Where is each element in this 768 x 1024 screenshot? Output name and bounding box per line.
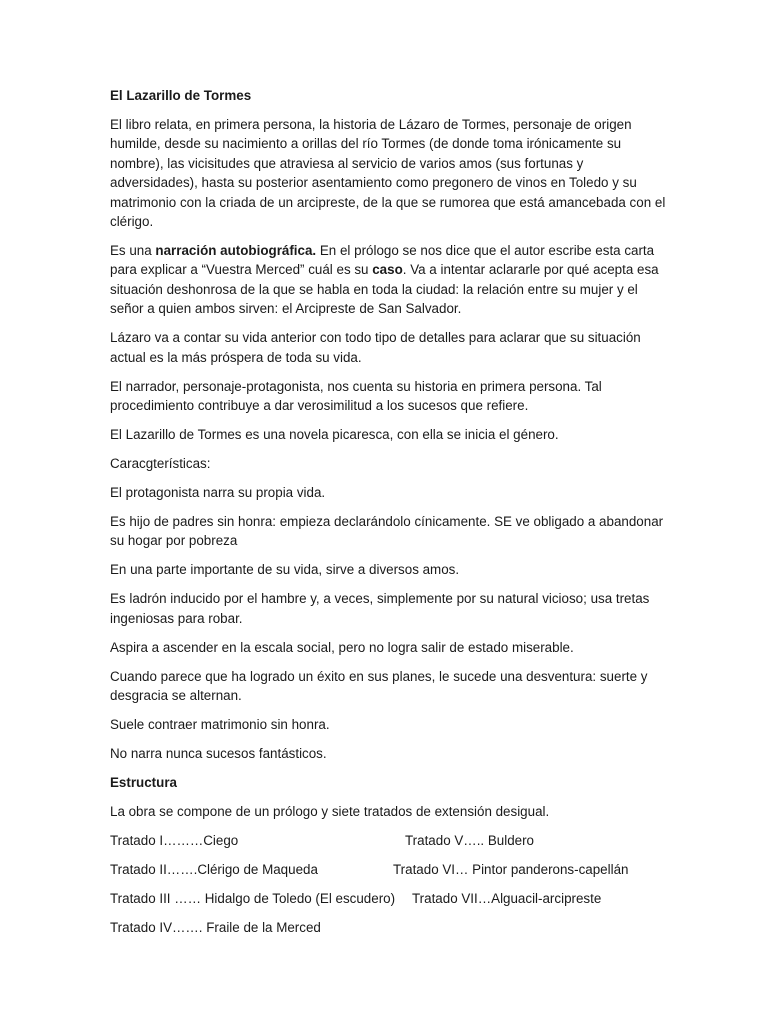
characteristic-item: Es hijo de padres sin honra: empieza declarándolo cínicamente. SE ve obligado a abandonar su hogar por pobreza bbox=[110, 514, 664, 549]
text-run: . Va a intentar aclararle por qué acepta esa situación deshonrosa de la que se habla en toda la ciudad: la relación entre su mujer y el señor a quien ambos sirven: el Arcipreste de San Salvador. bbox=[110, 262, 659, 317]
tratado-left: Tratado IV……. Fraile de la Merced bbox=[110, 920, 321, 936]
section-heading-estructura: Estructura bbox=[110, 775, 177, 791]
bold-term-narracion: narración autobiográfica. bbox=[155, 243, 317, 259]
document-title: El Lazarillo de Tormes bbox=[110, 88, 252, 103]
paragraph-characteristics-label: Caracgterísticas: bbox=[110, 456, 211, 472]
estructura-intro: La obra se compone de un prólogo y siete tratados de extensión desigual. bbox=[110, 804, 550, 820]
tratado-row bbox=[110, 831, 670, 850]
tratado-left: Tratado I………Ciego bbox=[110, 833, 239, 849]
paragraph-autobiographical bbox=[110, 241, 670, 319]
tratado-left: Tratado III …… Hidalgo de Toledo (El escudero) bbox=[110, 891, 396, 907]
characteristic-item: No narra nunca sucesos fantásticos. bbox=[110, 746, 327, 762]
tratado-right: Tratado V….. Buldero bbox=[405, 833, 535, 849]
tratado-row bbox=[110, 889, 670, 908]
characteristic-item: En una parte importante de su vida, sirve a diversos amos. bbox=[110, 562, 460, 578]
tratado-right: Tratado VII…Alguacil-arcipreste bbox=[412, 891, 602, 907]
paragraph-picaresque: El Lazarillo de Tormes es una novela picaresca, con ella se inicia el género. bbox=[110, 427, 559, 443]
paragraph-summary: El libro relata, en primera persona, la historia de Lázaro de Tormes, personaje de origen humilde, desde su nacimiento a orillas del río Tormes (de donde toma irónicamente su nombre), las vicisitudes que atraviesa al servicio de varios amos (sus fortunas y adversidades), hasta su posterior asentamiento como pregonero de vinos en Toledo y su matrimonio con la criada de un arcipreste, de la que se rumorea que está amancebada con el clérigo. bbox=[110, 117, 666, 230]
characteristic-item: Es ladrón inducido por el hambre y, a veces, simplemente por su natural vicioso; usa tretas ingeniosas para robar. bbox=[110, 591, 650, 626]
paragraph-lazaro-life: Lázaro va a contar su vida anterior con todo tipo de detalles para aclarar que su situación actual es la más próspera de toda su vida. bbox=[110, 330, 641, 365]
characteristic-item: Aspira a ascender en la escala social, pero no logra salir de estado miserable. bbox=[110, 639, 574, 655]
bold-term-caso: caso bbox=[372, 262, 403, 278]
tratado-left: Tratado II…….Clérigo de Maqueda bbox=[110, 862, 318, 878]
paragraph-narrator: El narrador, personaje-protagonista, nos cuenta su historia en primera persona. Tal procedimiento contribuye a dar verosimilitud a los sucesos que refiere. bbox=[110, 378, 602, 414]
text-run: En el prólogo se nos dice que el autor escribe esta carta para explicar a “Vuestra Merced” cuál es su bbox=[110, 243, 655, 278]
tratado-row bbox=[110, 860, 670, 879]
characteristic-item: El protagonista narra su propia vida. bbox=[110, 485, 326, 501]
characteristic-item: Suele contraer matrimonio sin honra. bbox=[110, 717, 330, 733]
text-run: Es una bbox=[110, 243, 156, 259]
characteristic-item: Cuando parece que ha logrado un éxito en sus planes, le sucede una desventura: suerte y desgracia se alternan. bbox=[110, 668, 648, 704]
document-page bbox=[110, 86, 670, 947]
tratado-right: Tratado VI… Pintor panderons-capellán bbox=[393, 862, 629, 878]
tratado-row bbox=[110, 918, 670, 937]
